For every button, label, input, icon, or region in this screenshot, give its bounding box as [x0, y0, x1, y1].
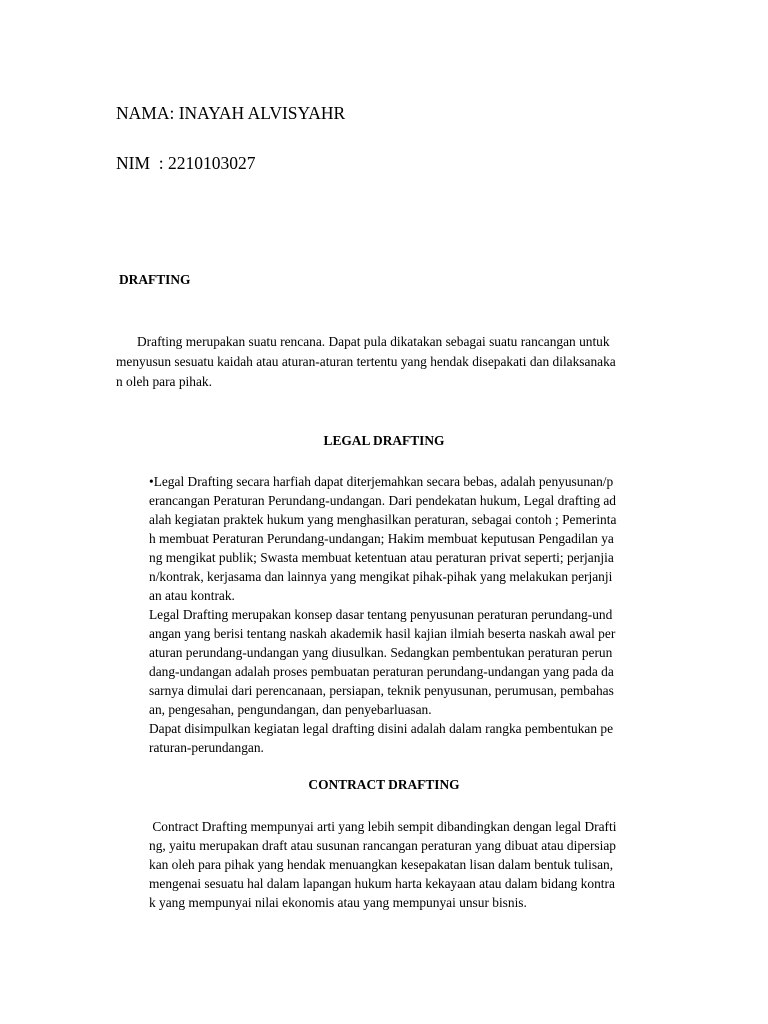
paragraph-line: n oleh para pihak.: [116, 374, 212, 389]
paragraph-line: ng mengikat publik; Swasta membuat ketentuan atau peraturan privat seperti; perjanjia: [149, 550, 614, 565]
paragraph-line: k yang mempunyai nilai ekonomis atau yang mempunyai unsur bisnis.: [149, 895, 527, 910]
paragraph-line: sarnya dimulai dari perencanaan, persiapan, teknik penyusunan, perumusan, pembahas: [149, 683, 614, 698]
paragraph-line: h membuat Peraturan Perundang-undangan; Hakim membuat keputusan Pengadilan ya: [149, 531, 614, 546]
drafting-heading: DRAFTING: [119, 272, 191, 287]
paragraph-line: an atau kontrak.: [149, 588, 235, 603]
paragraph-line: ng, yaitu merupakan draft atau susunan rancangan peraturan yang dibuat atau dipersiap: [149, 838, 617, 853]
student-nim: NIM : 2210103027: [116, 153, 256, 173]
legal-drafting-heading: LEGAL DRAFTING: [323, 433, 445, 448]
paragraph-line: •Legal Drafting secara harfiah dapat diterjemahkan secara bebas, adalah penyusunan/p: [149, 474, 614, 489]
paragraph-line: Dapat disimpulkan kegiatan legal drafting disini adalah dalam rangka pembentukan pe: [149, 721, 614, 736]
paragraph-line: alah kegiatan praktek hukum yang menghasilkan peraturan, sebagai contoh ; Pemerinta: [149, 512, 617, 527]
paragraph-line: Drafting merupakan suatu rencana. Dapat pula dikatakan sebagai suatu rancangan untuk: [137, 334, 610, 349]
paragraph-line: Legal Drafting merupakan konsep dasar tentang penyusunan peraturan perundang-und: [149, 607, 613, 622]
paragraph-line: dang-undangan adalah proses pembuatan peraturan perundang-undangan yang pada da: [149, 664, 614, 679]
paragraph-line: Contract Drafting mempunyai arti yang lebih sempit dibandingkan dengan legal Drafti: [149, 819, 617, 834]
paragraph-line: raturan-perundangan.: [149, 740, 264, 755]
paragraph-line: menyusun sesuatu kaidah atau aturan-aturan tertentu yang hendak disepakati dan dilaksanaka: [116, 354, 616, 369]
student-name: NAMA: INAYAH ALVISYAHR: [116, 103, 346, 123]
paragraph-line: erancangan Peraturan Perundang-undangan. Dari pendekatan hukum, Legal drafting ad: [149, 493, 616, 508]
paragraph-line: an, pengesahan, pengundangan, dan penyebarluasan.: [149, 702, 432, 717]
paragraph-line: n/kontrak, kerjasama dan lainnya yang mengikat pihak-pihak yang melakukan perjanji: [149, 569, 613, 584]
paragraph-line: mengenai sesuatu hal dalam lapangan hukum harta kekayaan atau dalam bidang kontra: [149, 876, 615, 891]
paragraph-line: aturan perundang-undangan yang diusulkan. Sedangkan pembentukan peraturan perun: [149, 645, 613, 660]
paragraph-line: kan oleh para pihak yang hendak menuangkan kesepakatan lisan dalam bentuk tulisan,: [149, 857, 614, 872]
paragraph-line: angan yang berisi tentang naskah akademik hasil kajian ilmiah beserta naskah awal per: [149, 626, 616, 641]
contract-drafting-heading: CONTRACT DRAFTING: [308, 777, 460, 792]
